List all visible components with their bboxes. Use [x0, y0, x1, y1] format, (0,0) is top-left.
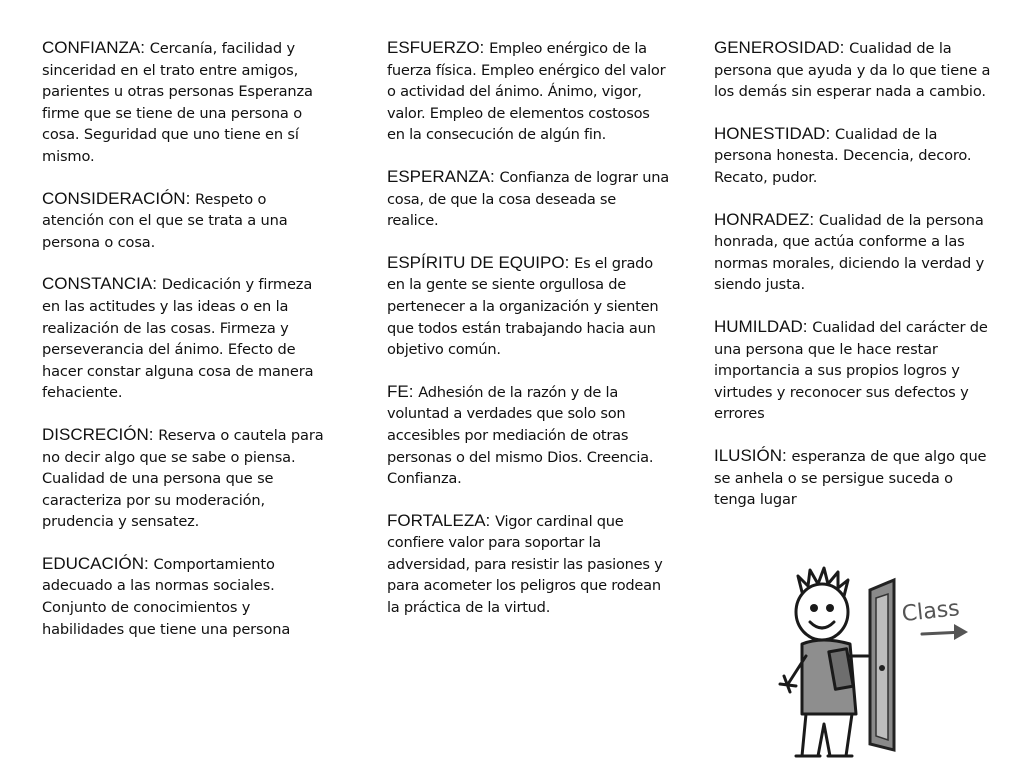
- term: EDUCACIÓN:: [42, 553, 149, 573]
- entry-discrecion: [42, 425, 324, 533]
- definition: Cualidad del carácter de una persona que le hace restar importancia a sus propios logros y virtudes y reconocer sus defectos y errores: [714, 318, 988, 423]
- term: FE:: [387, 381, 414, 401]
- entry-honradez: [714, 210, 996, 296]
- entry-consideracion: [42, 189, 324, 254]
- term: ESFUERZO:: [387, 38, 485, 57]
- term: GENEROSIDAD:: [714, 38, 845, 57]
- definition: Respeto o atención con el que se trata a una persona o cosa.: [42, 190, 288, 251]
- column-3: [714, 38, 996, 532]
- entry-humildad: [714, 317, 996, 425]
- door-sign-text: Class: [900, 596, 961, 628]
- term: CONFIANZA:: [42, 38, 145, 57]
- definition: Dedicación y firmeza en las actitudes y las ideas o en la realización de las cosas. Firmeza y perseverancia del ánimo. Efecto de hacer constar alguna cosa de manera fehaciente.: [42, 276, 314, 402]
- entry-educacion: [42, 554, 324, 640]
- term: HONESTIDAD:: [714, 123, 831, 143]
- entry-fortaleza: [387, 511, 669, 619]
- definition: Cualidad de la persona honesta. Decencia, decoro. Recato, pudor.: [714, 125, 972, 186]
- term: ILUSIÓN:: [714, 445, 787, 465]
- entry-confianza: [42, 38, 324, 168]
- entry-constancia: [42, 274, 324, 404]
- definition: Vigor cardinal que confiere valor para soportar la adversidad, para resistir las pasiones y para acometer los peligros que rodean la práctica de la virtud.: [387, 512, 663, 617]
- definition: Confianza de lograr una cosa, de que la cosa deseada se realice.: [387, 168, 669, 230]
- definition: Cercanía, facilidad y sinceridad en el trato entre amigos, parientes u otras personas Esperanza firme que se tiene de una persona o cosa. Seguridad que uno tiene en sí mismo.: [42, 40, 313, 165]
- entry-esperanza: [387, 167, 669, 232]
- term: ESPÍRITU DE EQUIPO:: [387, 252, 570, 272]
- term: DISCRECIÓN:: [42, 424, 154, 444]
- definition: Comportamiento adecuado a las normas sociales. Conjunto de conocimientos y habilidades que tiene una persona: [42, 555, 291, 638]
- definition: Cualidad de la persona honrada, que actúa conforme a las normas morales, diciendo la verdad y siendo justa.: [714, 211, 985, 294]
- entry-honestidad: [714, 124, 996, 189]
- term: CONSTANCIA:: [42, 274, 157, 294]
- definition: Adhesión de la razón y de la voluntad a verdades que solo son accesibles por mediación de otras personas o del mismo Dios. Creencia. Confianza.: [387, 383, 654, 488]
- definition: Empleo enérgico de la fuerza física. Empleo enérgico del valor o actividad del ánimo. Ánimo, vigor, valor. Empleo de elementos costosos en la consecución de algún fin.: [387, 40, 666, 144]
- entry-espiritu-de-equipo: [387, 253, 669, 361]
- door: [870, 580, 894, 750]
- entry-fe: [387, 382, 669, 490]
- term: FORTALEZA:: [387, 510, 491, 530]
- term: CONSIDERACIÓN:: [42, 188, 191, 208]
- definition: esperanza de que algo que se anhela o se persigue suceda o tenga lugar: [714, 447, 987, 509]
- term: HUMILDAD:: [714, 316, 808, 336]
- column-2: [387, 38, 669, 640]
- term: ESPERANZA:: [387, 166, 495, 186]
- entry-generosidad: [714, 38, 996, 103]
- entry-ilusion: [714, 446, 996, 511]
- arrow-right-icon: [922, 624, 968, 640]
- definition: Es el grado en la gente se siente orgullosa de pertenecer a la organización y sienten que todos están trabajando hacia aun objetivo común.: [387, 254, 659, 359]
- column-1: [42, 38, 324, 661]
- term: HONRADEZ:: [714, 209, 815, 229]
- student-with-class-door-illustration: [772, 564, 972, 764]
- entry-esfuerzo: [387, 38, 669, 146]
- definition: Reserva o cautela para no decir algo que se sabe o piensa. Cualidad de una persona que se caracteriza por su moderación, prudencia y sensatez.: [42, 426, 324, 531]
- student-figure: [780, 568, 868, 756]
- definition: Cualidad de la persona que ayuda y da lo que tiene a los demás sin esperar nada a cambio.: [714, 40, 991, 101]
